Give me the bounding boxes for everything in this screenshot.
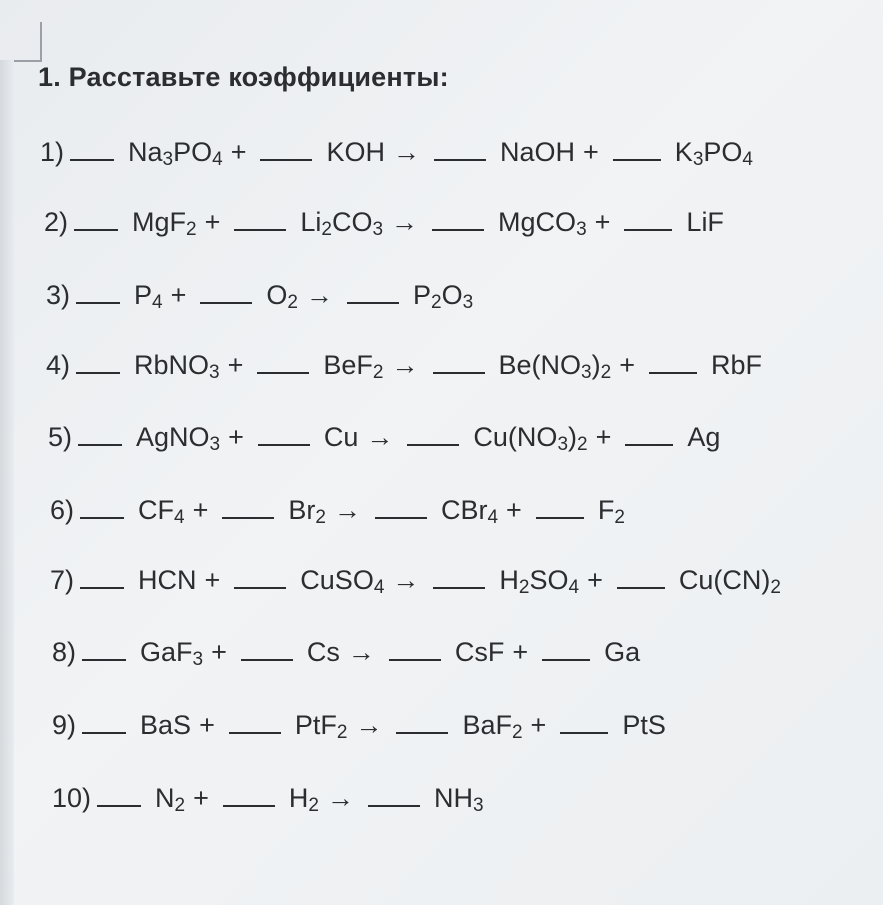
plus-sign: + xyxy=(506,495,522,525)
equation-number: 4) xyxy=(46,350,71,380)
product-formula: Ag xyxy=(687,422,721,452)
coefficient-blank[interactable] xyxy=(560,730,608,734)
plus-sign: + xyxy=(587,565,603,595)
equation-row xyxy=(52,637,640,671)
coefficient-blank[interactable] xyxy=(536,515,584,519)
product-formula: $K_3PO_4$ xyxy=(674,137,753,170)
plus-sign: + xyxy=(227,350,244,380)
reaction-arrow: → xyxy=(392,565,420,595)
equation-row xyxy=(44,207,724,241)
coefficient-blank[interactable] xyxy=(389,657,441,661)
reaction-arrow: → xyxy=(391,207,419,237)
page-corner-mark xyxy=(0,22,42,62)
equation-number: 5) xyxy=(48,422,73,452)
product-formula: $F_2$ xyxy=(597,495,625,528)
product-formula: $P_2O_3$ xyxy=(412,280,474,313)
reactant-formula: RbNO$_3$ xyxy=(134,350,220,383)
coefficient-blank[interactable] xyxy=(80,515,124,519)
product-formula: $Cu(CN)_2$ xyxy=(678,565,781,598)
coefficient-blank[interactable] xyxy=(229,730,281,734)
plus-sign: + xyxy=(170,280,187,310)
coefficient-blank[interactable] xyxy=(82,730,126,734)
plus-sign: + xyxy=(204,565,221,595)
equation-row xyxy=(50,565,781,599)
reactant-formula: $Br_2$ xyxy=(288,495,326,528)
reactant-formula: BeF$_2$ xyxy=(323,350,384,383)
reactant-formula: CuSO$_4$ xyxy=(300,565,385,598)
coefficient-blank[interactable] xyxy=(223,803,275,807)
coefficient-blank[interactable] xyxy=(222,515,274,519)
product-formula: $H_2SO_4$ xyxy=(499,565,580,598)
coefficient-blank[interactable] xyxy=(241,657,293,661)
plus-sign: + xyxy=(193,783,209,813)
plus-sign: + xyxy=(192,495,209,525)
coefficient-blank[interactable] xyxy=(617,585,665,589)
reaction-arrow: → xyxy=(355,710,383,740)
reactant-formula: PtF$_2$ xyxy=(294,710,348,743)
page-left-edge xyxy=(0,60,14,905)
reactant-formula: $Li_2CO_3$ xyxy=(300,207,384,240)
plus-sign: + xyxy=(530,710,547,740)
equation-row xyxy=(40,137,753,171)
coefficient-blank[interactable] xyxy=(76,370,120,374)
equation-row xyxy=(46,350,762,384)
plus-sign: + xyxy=(619,350,635,380)
coefficient-blank[interactable] xyxy=(76,300,120,304)
product-formula: CsF xyxy=(454,637,505,667)
coefficient-blank[interactable] xyxy=(407,442,459,446)
coefficient-blank[interactable] xyxy=(74,227,118,231)
plus-sign: + xyxy=(230,137,247,167)
product-formula: $NH_3$ xyxy=(433,783,484,816)
reactant-formula: AgNO$_3$ xyxy=(136,422,221,455)
reactant-formula: $Na_3PO_4$ xyxy=(128,137,223,170)
coefficient-blank[interactable] xyxy=(375,515,427,519)
coefficient-blank[interactable] xyxy=(200,300,252,304)
coefficient-blank[interactable] xyxy=(433,370,485,374)
reaction-arrow: → xyxy=(391,350,419,380)
equation-number: 7) xyxy=(50,565,75,595)
reactant-formula: Cs xyxy=(306,637,340,667)
product-formula: BaF$_2$ xyxy=(462,710,523,743)
reactant-formula: $CF_4$ xyxy=(138,495,185,528)
coefficient-blank[interactable] xyxy=(70,157,114,161)
equation-row xyxy=(52,710,666,744)
equation-number: 3) xyxy=(46,280,71,310)
plus-sign: + xyxy=(199,710,215,740)
coefficient-blank[interactable] xyxy=(234,585,286,589)
equation-number: 9) xyxy=(52,710,77,740)
reaction-arrow: → xyxy=(326,783,354,813)
equation-number: 2) xyxy=(44,207,69,237)
reactant-formula: HCN xyxy=(138,565,197,595)
coefficient-blank[interactable] xyxy=(78,442,122,446)
coefficient-blank[interactable] xyxy=(97,803,141,807)
reactant-formula: $O_2$ xyxy=(266,280,298,313)
reactant-formula: MgF$_2$ xyxy=(132,207,197,240)
coefficient-blank[interactable] xyxy=(542,657,590,661)
reactant-formula: Cu xyxy=(323,422,359,452)
coefficient-blank[interactable] xyxy=(368,803,420,807)
reactant-formula: $P_4$ xyxy=(134,280,163,313)
equation-number: 10) xyxy=(52,783,92,813)
coefficient-blank[interactable] xyxy=(434,157,486,161)
plus-sign: + xyxy=(228,422,244,452)
plus-sign: + xyxy=(204,207,221,237)
product-formula: $Be(NO_3)_2$ xyxy=(498,350,612,383)
reaction-arrow: → xyxy=(366,422,394,452)
coefficient-blank[interactable] xyxy=(347,300,399,304)
coefficient-blank[interactable] xyxy=(625,442,673,446)
product-formula: Ga xyxy=(604,637,641,667)
coefficient-blank[interactable] xyxy=(80,585,124,589)
coefficient-blank[interactable] xyxy=(613,157,661,161)
product-formula: PtS xyxy=(622,710,666,740)
product-formula: CBr$_4$ xyxy=(440,495,499,528)
product-formula: LiF xyxy=(686,207,724,237)
coefficient-blank[interactable] xyxy=(234,227,286,231)
coefficient-blank[interactable] xyxy=(260,157,312,161)
reactant-formula: $N_2$ xyxy=(155,783,186,816)
plus-sign: + xyxy=(512,637,529,667)
coefficient-blank[interactable] xyxy=(432,227,484,231)
reaction-arrow: → xyxy=(347,637,375,667)
plus-sign: + xyxy=(595,422,612,452)
product-formula: NaOH xyxy=(500,137,576,167)
reaction-arrow: → xyxy=(393,137,420,167)
equation-row xyxy=(50,495,625,529)
reactant-formula: $H_2$ xyxy=(288,783,319,816)
coefficient-blank[interactable] xyxy=(624,227,672,231)
coefficient-blank[interactable] xyxy=(396,730,448,734)
plus-sign: + xyxy=(211,637,227,667)
plus-sign: + xyxy=(583,137,599,167)
reactant-formula: KOH xyxy=(326,137,385,167)
coefficient-blank[interactable] xyxy=(82,657,126,661)
equation-number: 8) xyxy=(52,637,77,667)
reaction-arrow: → xyxy=(305,280,333,310)
product-formula: MgCO$_3$ xyxy=(498,207,587,240)
product-formula: $Cu(NO_3)_2$ xyxy=(473,422,588,455)
equation-number: 6) xyxy=(50,495,75,525)
coefficient-blank[interactable] xyxy=(258,442,310,446)
coefficient-blank[interactable] xyxy=(257,370,309,374)
coefficient-blank[interactable] xyxy=(433,585,485,589)
coefficient-blank[interactable] xyxy=(649,370,697,374)
equation-row xyxy=(48,422,720,456)
equation-number: 1) xyxy=(40,137,65,167)
reactant-formula: BaS xyxy=(140,710,192,740)
page-title: 1. Расставьте коэффициенты: xyxy=(38,62,449,92)
equation-row xyxy=(46,280,473,314)
plus-sign: + xyxy=(594,207,611,237)
reactant-formula: GaF$_3$ xyxy=(140,637,204,670)
product-formula: RbF xyxy=(710,350,762,380)
equation-row xyxy=(52,783,484,817)
reaction-arrow: → xyxy=(333,495,361,525)
